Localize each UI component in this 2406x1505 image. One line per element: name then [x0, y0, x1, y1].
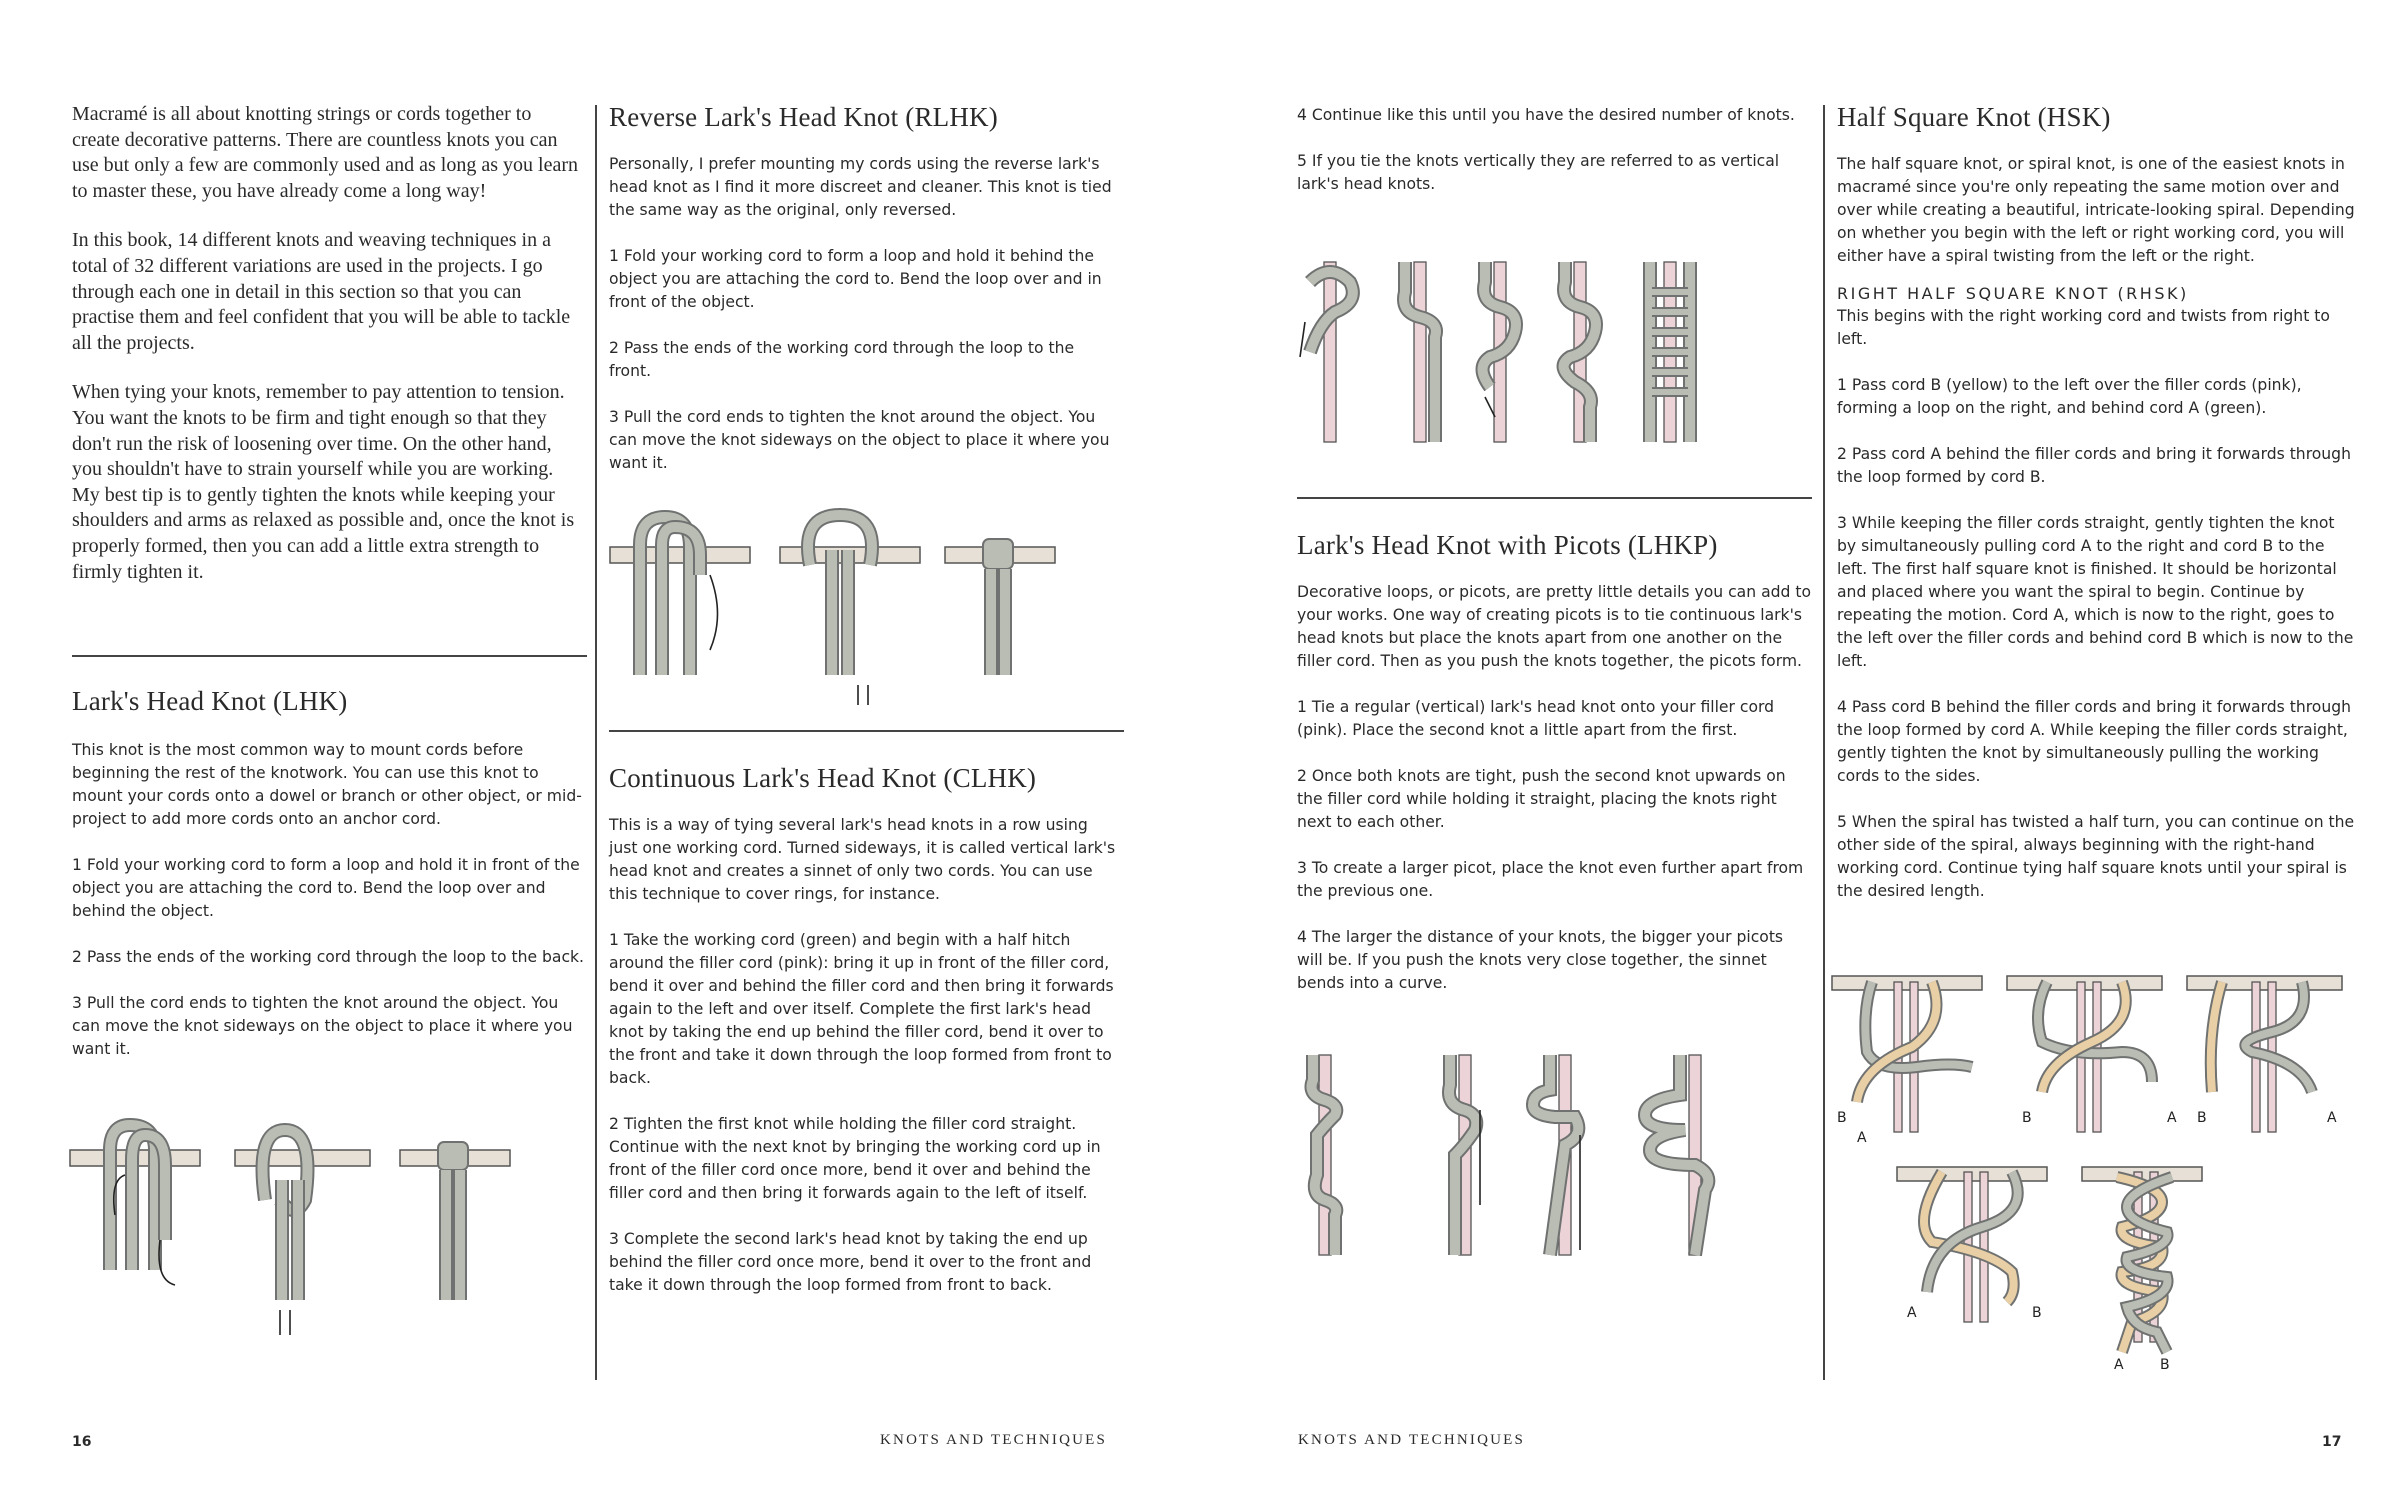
lhk-step-1: 1 Fold your working cord to form a loop and hold it in front of the object you are attaching the cord to. Bend the loop over and behind the object. [72, 856, 580, 920]
intro-paragraph: Macramé is all about knotting strings or cords together to create decorative patterns. There are countless knots you can use but only a few are commonly used and as long as you learn to master these, you have already come a long way! [72, 103, 578, 202]
clhk-step-figure [1300, 262, 1353, 442]
intro-text [72, 102, 582, 609]
lhkp-step-4: 4 The larger the distance of your knots, the bigger your picots will be. If you push the knots very close together, the sinnet bends into a curve. [1297, 928, 1784, 992]
divider [609, 730, 1124, 732]
clhk-illustration [1290, 262, 1770, 452]
cord-label-b: B [2032, 1305, 2042, 1321]
rlhk-step-3: 3 Pull the cord ends to tighten the knot around the object. You can move the knot sideways on the object to place it where you want it. [609, 408, 1110, 472]
hsk-step-3: 3 While keeping the filler cords straight, gently tighten the knot by simultaneously pulling cord A to the right and cord B to the left. The first half square knot is finished. It should be horizontal and placed where you want the spiral to begin. Continue by repeating the motion. Cord A, which is now to the right, goes to the left over the filler cords and behind cord B which is now to the left. [1837, 514, 2354, 670]
column-rule [595, 105, 597, 1380]
cord-label-a: A [1857, 1130, 1867, 1146]
intro-paragraph: When tying your knots, remember to pay attention to tension. You want the knots to be firm and tight enough so that they don't run the risk of loosening over time. On the other hand, you shouldn't have to strain yourself while you are working. My best tip is to gently tighten the knots while keeping your shoulders and arms as relaxed as possible and, once the knot is properly formed, then you can add a little extra strength to firmly tighten it. [72, 381, 575, 583]
lhk-step-3: 3 Pull the cord ends to tighten the knot around the object. You can move the knot sideways on the object to place it where you want it. [72, 994, 573, 1058]
lhkp-step-figure [1533, 1055, 1580, 1255]
clhk-continued [1297, 104, 1817, 219]
hsk-section [1837, 102, 2357, 926]
section-title-lhkp: Lark's Head Knot with Picots (LHKP) [1297, 530, 1718, 560]
divider [1297, 497, 1812, 499]
clhk-step-4: 4 Continue like this until you have the desired number of knots. [1297, 106, 1795, 124]
section-title-lhk: Lark's Head Knot (LHK) [72, 686, 348, 716]
divider [72, 655, 587, 657]
rlhk-illustration [610, 505, 1110, 705]
lhkp-step-figure [1312, 1055, 1337, 1255]
hsk-step-figure [2082, 1167, 2202, 1373]
cord-label-b: B [1837, 1110, 1847, 1126]
running-footer: KNOTS AND TECHNIQUES [1298, 1432, 1526, 1448]
hsk-step-2: 2 Pass cord A behind the filler cords and bring it forwards through the loop formed by cord B. [1837, 445, 2351, 486]
clhk-step-figure [1404, 262, 1436, 442]
lhkp-step-3: 3 To create a larger picot, place the knot even further apart from the previous one. [1297, 859, 1804, 900]
lhk-illustration [70, 1120, 570, 1320]
intro-paragraph: In this book, 14 different knots and weaving techniques in a total of 32 different variations are used in the projects. I go through each one in detail in this section so that you can practise them and feel confident that you will be able to tackle all the projects. [72, 229, 571, 354]
hsk-step-figure [2187, 976, 2342, 1132]
cord-label-a: A [2167, 1110, 2177, 1126]
hsk-step-4: 4 Pass cord B behind the filler cords and bring it forwards through the loop formed by cord A. While keeping the filler cords straight, gently tighten the knot by simultaneously pulling the working cords to the sides. [1837, 698, 2351, 785]
cord-label-b: B [2022, 1110, 2032, 1126]
hsk-step-1: 1 Pass cord B (yellow) to the left over the filler cords (pink), forming a loop on the right, and behind cord A (green). [1837, 376, 2302, 417]
rlhk-step-1: 1 Fold your working cord to form a loop and hold it behind the object you are attaching the cord to. Bend the loop over and in front of the object. [609, 247, 1102, 311]
clhk-paragraph: This is a way of tying several lark's head knots in a row using just one working cord. Turned sideways, it is called vertical lark's head knot and creates a sinnet of only two cords. You can use this technique to cover rings, for instance. [609, 816, 1116, 903]
section-title-clhk: Continuous Lark's Head Knot (CLHK) [609, 763, 1037, 793]
lhkp-step-2: 2 Once both knots are tight, push the second knot upwards on the filler cord while holding it straight, placing the knots right next to each other. [1297, 767, 1786, 831]
rhsk-intro: This begins with the right working cord and twists from right to left. [1837, 307, 2330, 348]
hsk-step-figure [1897, 1167, 2047, 1322]
hsk-illustration [1832, 972, 2352, 1372]
hsk-step-5: 5 When the spiral has twisted a half turn, you can continue on the other side of the spiral, always beginning with the right-hand working cord. Continue tying half square knots until your spiral is the desired length. [1837, 813, 2355, 900]
subheading-rhsk: RIGHT HALF SQUARE KNOT (RHSK) [1837, 284, 2189, 303]
lhkp-step-figure [1645, 1055, 1708, 1255]
lhk-section [72, 686, 587, 1084]
clhk-step-5: 5 If you tie the knots vertically they are referred to as vertical lark's head knots. [1297, 152, 1780, 193]
lhk-step-2: 2 Pass the ends of the working cord through the loop to the back. [72, 948, 585, 966]
section-title-hsk: Half Square Knot (HSK) [1837, 102, 2111, 132]
lhkp-step-figure [1449, 1055, 1480, 1255]
running-footer: KNOTS AND TECHNIQUES [880, 1432, 1108, 1448]
section-title-rlhk: Reverse Lark's Head Knot (RLHK) [609, 102, 998, 132]
cord-label-a: A [2327, 1110, 2337, 1126]
clhk-step-1: 1 Take the working cord (green) and begin with a half hitch around the filler cord (pink): bring it up in front of the filler cord, bend it over and behind the filler cord and then bring it forwards again to the left and over itself. Complete the first lark's head knot by taking the end up behind the filler cord, bend it over to the front and take it down through the loop formed from front to back. [609, 931, 1114, 1087]
hsk-step-figure [1832, 976, 1982, 1146]
hsk-intro: The half square knot, or spiral knot, is one of the easiest knots in macramé since you're only repeating the same motion over and over while creating a beautiful, intricate-looking spiral. Depending on whether you begin with the left or right working cord, you will either have a spiral twisting from the left or the right. [1837, 155, 2355, 265]
rlhk-paragraph: Personally, I prefer mounting my cords using the reverse lark's head knot as I find it more discreet and cleaner. This knot is tied the same way as the original, only reversed. [609, 155, 1112, 219]
clhk-step-figure [1650, 262, 1690, 442]
lhkp-section [1297, 530, 1812, 1018]
cord-label-a: A [2114, 1357, 2124, 1373]
lhkp-paragraph: Decorative loops, or picots, are pretty little details you can add to your works. One way of creating picots is to tie continuous lark's head knots but place the knots apart from one another on the filler cord. Then as you push the knots together, the picots form. [1297, 583, 1812, 670]
lhk-paragraph: This knot is the most common way to mount cords before beginning the rest of the knotwork. You can use this knot to mount your cords onto a dowel or branch or other object, or mid-project to add more cords onto an anchor cord. [72, 741, 582, 828]
hsk-step-figure [2007, 976, 2177, 1132]
cord-label-b: B [2197, 1110, 2207, 1126]
cord-label-b: B [2160, 1357, 2170, 1373]
clhk-step-figure [1483, 262, 1517, 442]
page-number: 16 [72, 1434, 92, 1450]
rlhk-section [609, 102, 1119, 498]
clhk-step-3: 3 Complete the second lark's head knot by taking the end up behind the filler cord once more, bend it over to the front and take it down through the loop formed from front to back. [609, 1230, 1092, 1294]
lhkp-illustration [1295, 1055, 1785, 1255]
cord-label-a: A [1907, 1305, 1917, 1321]
rlhk-step-2: 2 Pass the ends of the working cord through the loop to the front. [609, 339, 1075, 380]
page-number: 17 [2322, 1434, 2342, 1450]
clhk-step-2: 2 Tighten the first knot while holding the filler cord straight. Continue with the next knot by bringing the working cord up in front of the filler cord once more, bend it over and behind the filler cord and then bring it forwards again to the left of itself. [609, 1115, 1101, 1202]
column-rule [1823, 105, 1825, 1380]
lhkp-step-1: 1 Tie a regular (vertical) lark's head knot onto your filler cord (pink). Place the second knot a little apart from the first. [1297, 698, 1775, 739]
clhk-step-figure [1564, 262, 1596, 442]
clhk-section [609, 763, 1119, 1320]
